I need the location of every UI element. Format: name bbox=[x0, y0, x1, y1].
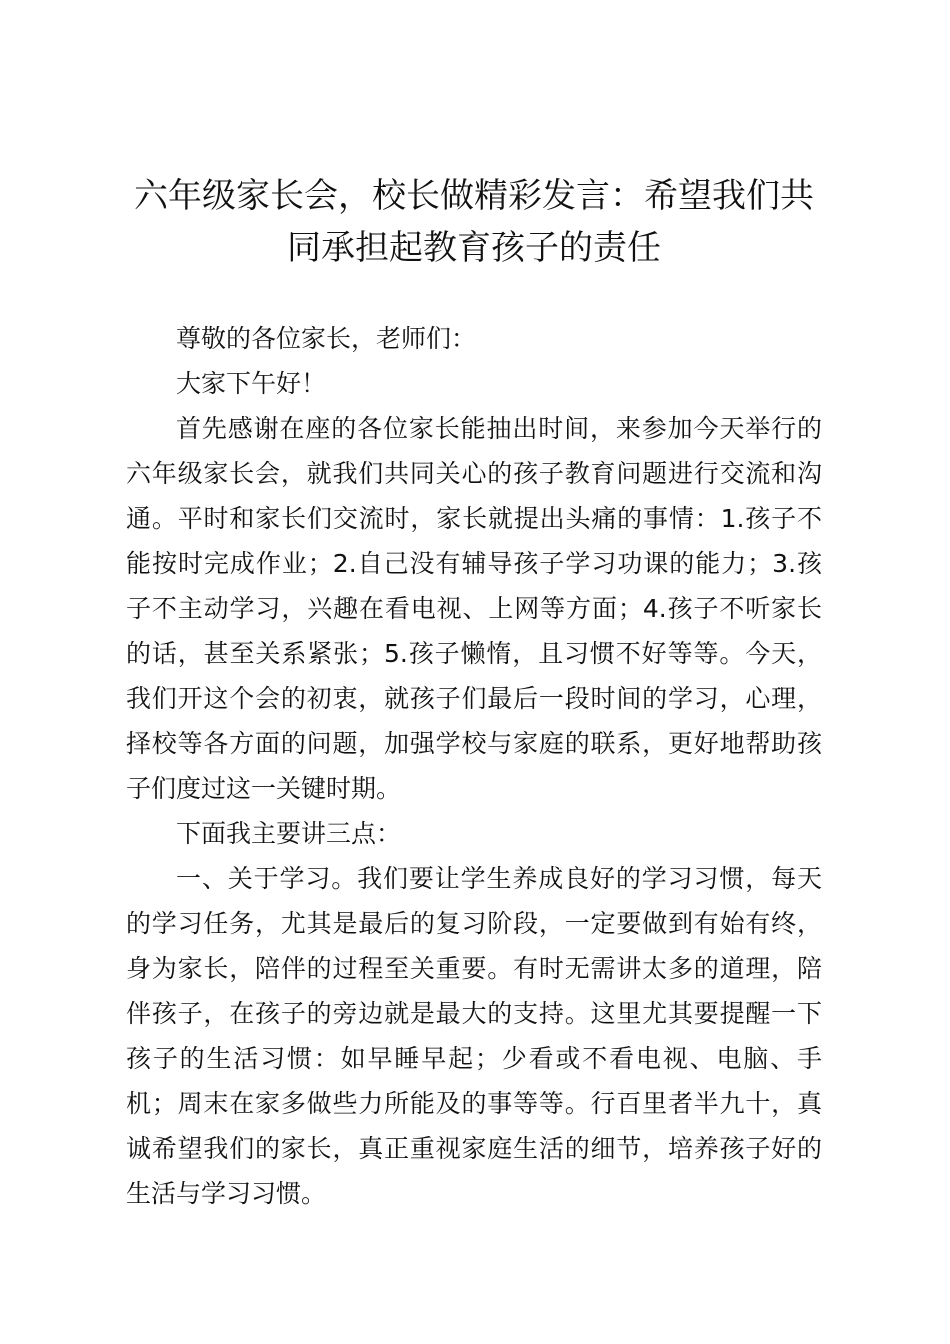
paragraph-hello: 大家下午好！ bbox=[176, 369, 327, 398]
paragraph-intro: 首先感谢在座的各位家长能抽出时间，来参加今天举行的六年级家长会，就我们共同关心的孩子教育问题进行交流和沟通。平时和家长们交流时，家长就提出头痛的事情：1.孩子不能按时完成作业；2.自己没有辅导孩子学习功课的能力；3.孩子不主动学习，兴趣在看电视、上网等方面；4.孩子不听家长的话，甚至关系紧张；5.孩子懒惰，且习惯不好等等。今天，我们开这个会的初衷，就孩子们最后一段时间的学习，心理，择校等各方面的问题，加强学校与家庭的联系，更好地帮助孩子们度过这一关键时期。 bbox=[126, 414, 822, 803]
paragraph-outline: 下面我主要讲三点： bbox=[176, 819, 402, 848]
document-page bbox=[126, 170, 822, 1216]
document-title: 六年级家长会，校长做精彩发言：希望我们共同承担起教育孩子的责任 bbox=[134, 176, 814, 268]
paragraph-greeting: 尊敬的各位家长，老师们： bbox=[176, 324, 477, 353]
paragraph-point-one: 一、关于学习。我们要让学生养成良好的学习习惯，每天的学习任务，尤其是最后的复习阶段，一定要做到有始有终，身为家长，陪伴的过程至关重要。有时无需讲太多的道理，陪伴孩子，在孩子的旁边就是最大的支持。这里尤其要提醒一下孩子的生活习惯：如早睡早起；少看或不看电视、电脑、手机；周末在家多做些力所能及的事等等。行百里者半九十，真诚希望我们的家长，真正重视家庭生活的细节，培养孩子好的生活与学习习惯。 bbox=[126, 864, 822, 1208]
